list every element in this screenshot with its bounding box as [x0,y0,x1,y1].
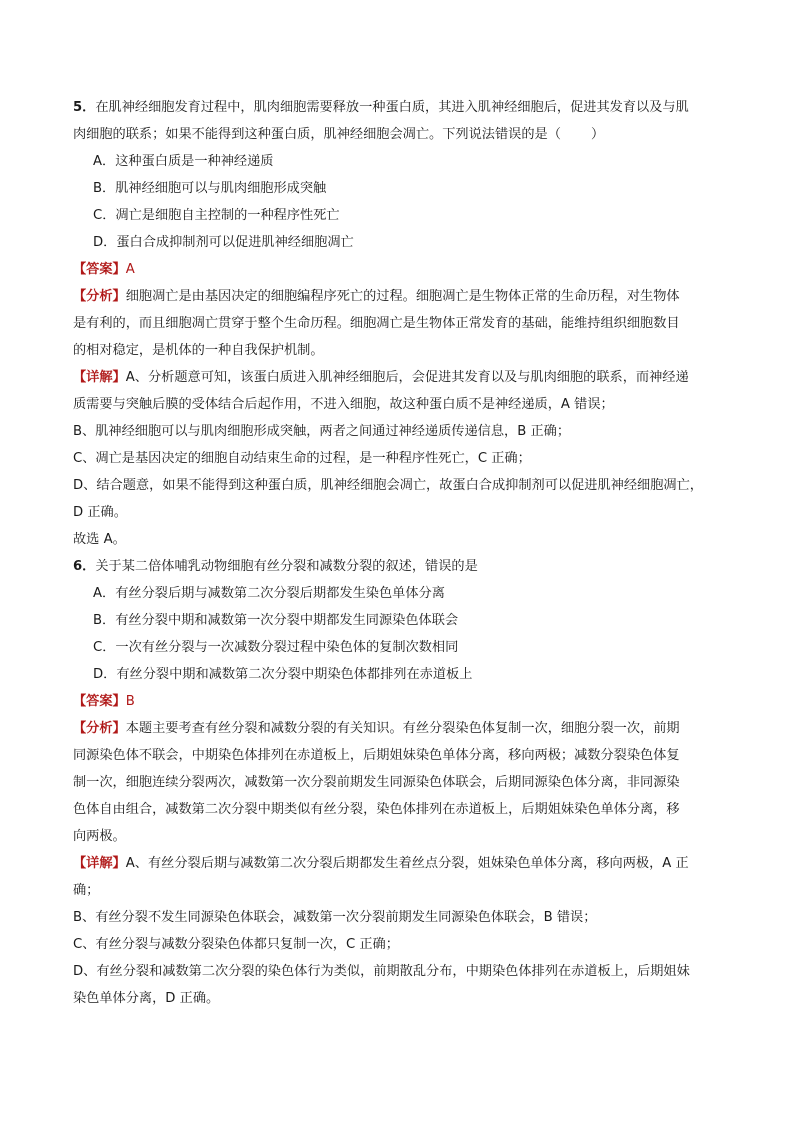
q5-stem-line1 [73,94,723,121]
q5-detail-line6: D 正确。 [73,505,127,520]
q6-detail-line6: 染色单体分离，D 正确。 [73,991,220,1006]
q5-stem-line2 [73,121,723,148]
q5-detail-line3: B、肌神经细胞可以与肌肉细胞形成突触，两者之间通过神经递质传递信息，B 正确； [73,424,571,439]
q6-analysis-line1 [73,715,723,742]
q6-detail-line5: D、有丝分裂和减数第二次分裂的染色体行为类似，前期散乱分布，中期染色体排列在赤道板上，后期姐妹 [73,964,690,979]
q5-detail-line1 [73,364,723,391]
q6-detail-line3: B、有丝分裂不发生同源染色体联会，减数第一次分裂前期发生同源染色体联会，B 错误； [73,910,597,925]
q6-option-b: B．有丝分裂中期和减数第一次分裂中期都发生同源染色体联会 [93,613,459,628]
q5-analysis-text-1: 细胞凋亡是由基因决定的细胞编程序死亡的过程。细胞凋亡是生物体正常的生命历程，对生物体 [125,289,680,304]
q6-detail-text-1: A、有丝分裂后期与减数第二次分裂后期都发生着丝点分裂，姐妹染色单体分离，移向两极，A 正 [125,856,689,871]
q6-answer-value: B [125,694,135,709]
q5-detail-tag: 【详解】 [73,370,126,385]
q5-option-c: C．凋亡是细胞自主控制的一种程序性死亡 [93,208,340,223]
q5-detail-line2: 质需要与突触后膜的受体结合后起作用，不进入细胞，故这种蛋白质不是神经递质，A 错误； [73,397,614,412]
q5-option-a: A．这种蛋白质是一种神经递质 [93,154,274,169]
q6-analysis-tag: 【分析】 [73,721,126,736]
q6-option-c: C．一次有丝分裂与一次减数分裂过程中染色体的复制次数相同 [93,640,459,655]
q5-answer [73,256,723,283]
q5-option-b: B．肌神经细胞可以与肌肉细胞形成突触 [93,181,327,196]
q5-stem-text-1: 在肌神经细胞发育过程中，肌肉细胞需要释放一种蛋白质，其进入肌神经细胞后，促进其发育以及与肌 [95,100,689,115]
q5-detail-line7: 故选 A。 [73,532,126,547]
q5-stem-close: ） [590,127,605,142]
q6-analysis-line3: 制一次，细胞连续分裂两次，减数第一次分裂前期发生同源染色体联会，后期同源染色体分离，非同源染 [73,775,680,790]
q5-analysis-line1 [73,283,723,310]
q6-answer [73,688,723,715]
q5-option-d: D．蛋白合成抑制剂可以促进肌神经细胞凋亡 [93,235,354,250]
q6-stem [73,553,723,580]
q6-analysis-line5: 向两极。 [73,829,126,844]
q6-number: 6． [73,559,96,574]
q6-detail-line4: C、有丝分裂与减数分裂染色体都只复制一次，C 正确； [73,937,399,952]
q5-detail-text-1: A、分析题意可知，该蛋白质进入肌神经细胞后，会促进其发育以及与肌肉细胞的联系，而神经递 [125,370,689,385]
q6-detail-tag: 【详解】 [73,856,126,871]
q6-stem-text: 关于某二倍体哺乳动物细胞有丝分裂和减数分裂的叙述，错误的是 [95,559,478,574]
q6-detail-line2: 确； [73,883,100,898]
q5-answer-value: A [125,262,135,277]
document-page [73,94,723,1012]
q6-analysis-line4: 色体自由组合，减数第二次分裂中期类似有丝分裂，染色体排列在赤道板上，后期姐妹染色单体分离，移 [73,802,680,817]
q5-stem-text-2: 肉细胞的联系；如果不能得到这种蛋白质，肌神经细胞会凋亡。下列说法错误的是（ [73,127,561,142]
q6-option-d: D．有丝分裂中期和减数第二次分裂中期染色体都排列在赤道板上 [93,667,473,682]
q6-analysis-text-1: 本题主要考查有丝分裂和减数分裂的有关知识。有丝分裂染色体复制一次，细胞分裂一次，前期 [125,721,680,736]
q5-analysis-line2: 是有利的，而且细胞凋亡贯穿于整个生命历程。细胞凋亡是生物体正常发育的基础，能维持组织细胞数目 [73,316,680,331]
q5-answer-tag: 【答案】 [73,262,126,277]
q6-analysis-line2: 同源染色体不联会，中期染色体排列在赤道板上，后期姐妹染色单体分离，移向两极；减数分裂染色体复 [73,748,680,763]
q6-detail-line1 [73,850,723,877]
q5-number: 5． [73,100,96,115]
q6-answer-tag: 【答案】 [73,694,126,709]
q5-analysis-line3: 的相对稳定，是机体的一种自我保护机制。 [73,343,324,358]
q5-detail-line4: C、凋亡是基因决定的细胞自动结束生命的过程，是一种程序性死亡，C 正确； [73,451,531,466]
q6-option-a: A．有丝分裂后期与减数第二次分裂后期都发生染色单体分离 [93,586,445,601]
q5-detail-line5: D、结合题意，如果不能得到这种蛋白质，肌神经细胞会凋亡，故蛋白合成抑制剂可以促进肌神经细胞凋亡， [73,478,703,493]
q5-analysis-tag: 【分析】 [73,289,126,304]
